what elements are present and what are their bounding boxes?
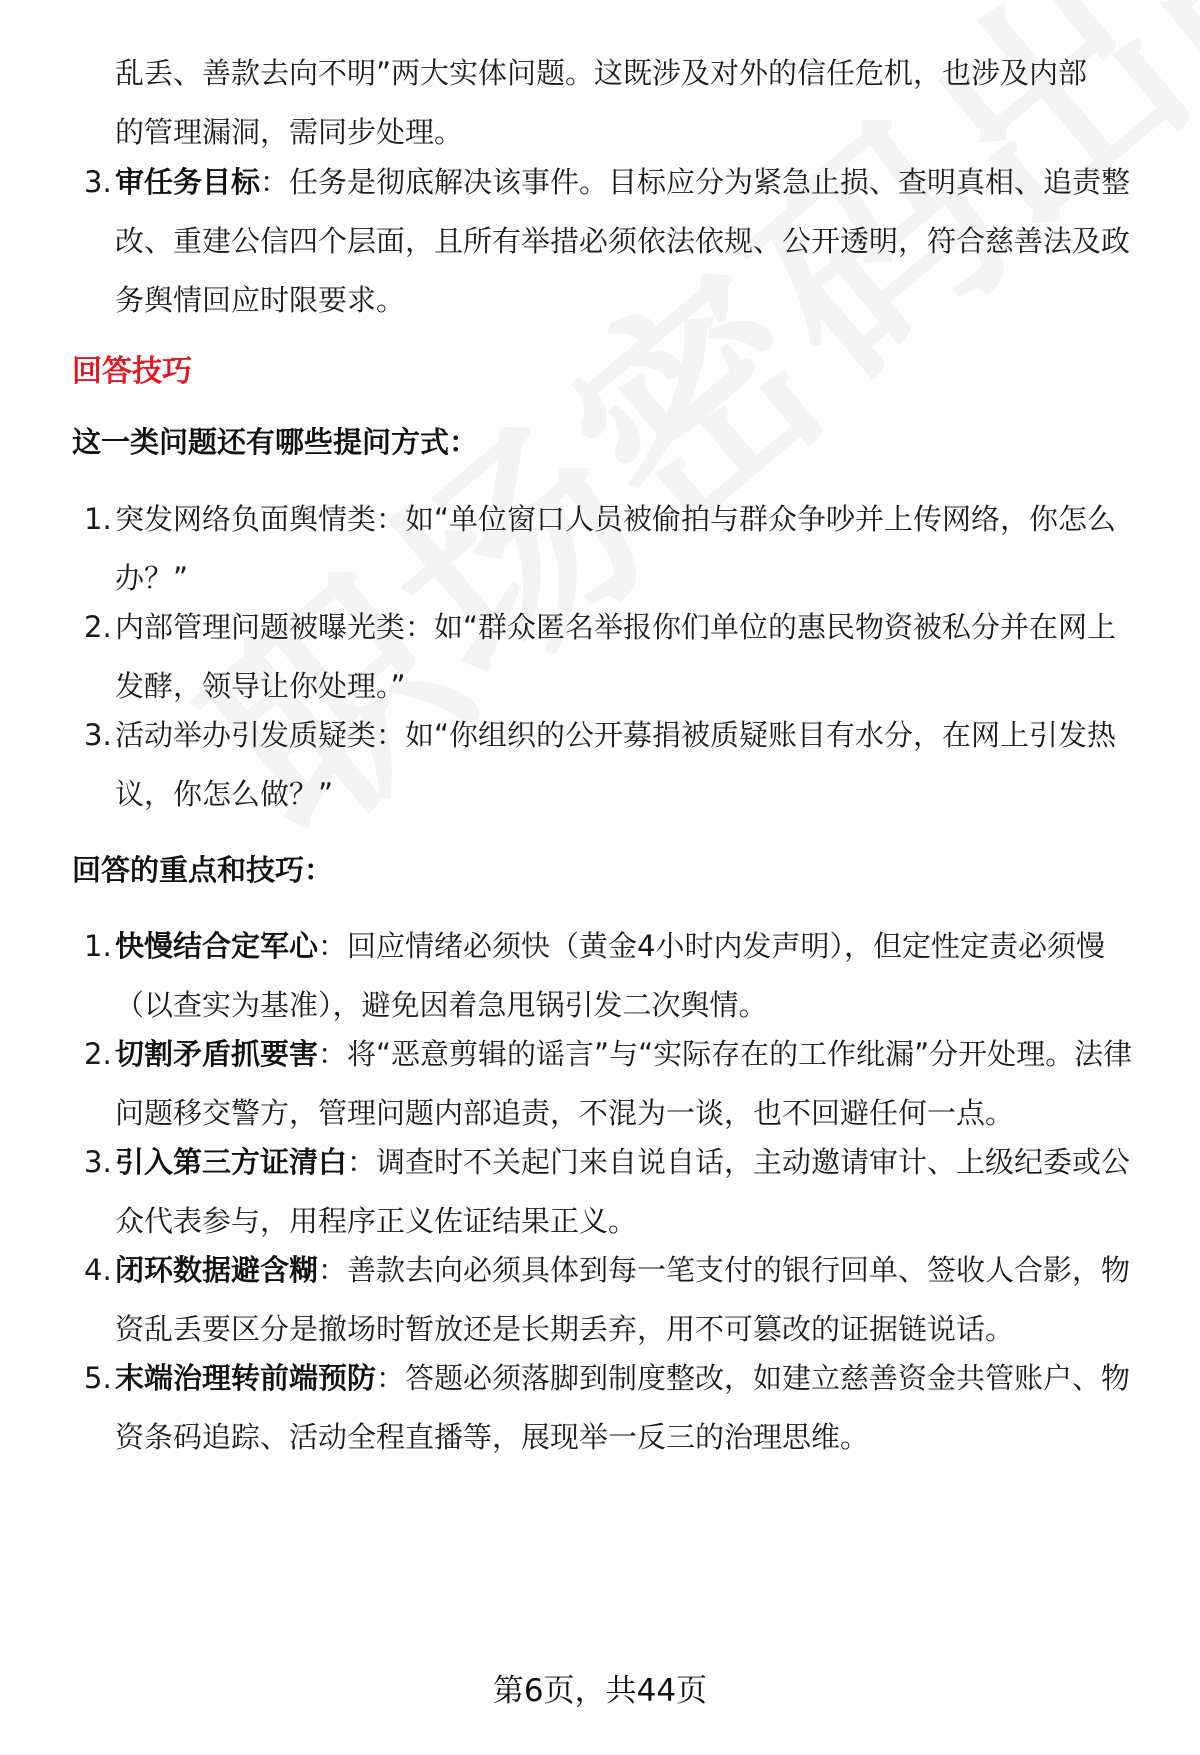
continuation-line-2: 的管理漏洞，需同步处理。 xyxy=(115,115,464,149)
list-item xyxy=(0,490,1200,608)
item-keyword: 快慢结合定军心 xyxy=(115,929,319,963)
key-points-heading: 回答的重点和技巧： xyxy=(72,853,334,887)
list-number: 1. xyxy=(84,929,112,963)
list-number: 2. xyxy=(84,1037,112,1071)
list-item xyxy=(0,917,1200,1035)
item-keyword: 切割矛盾抓要害 xyxy=(115,1037,319,1071)
list-item xyxy=(0,1025,1200,1143)
list-item xyxy=(0,598,1200,716)
list-number: 5. xyxy=(84,1361,112,1395)
item-keyword: 引入第三方证清白 xyxy=(115,1145,348,1179)
item-text: ：善款去向必须具体到每一笔支付的银行回单、签收人合影，物资乱丢要区分是撤场时暂放还是长期丢弃，用不可篡改的证据链说话。 xyxy=(115,1253,1131,1346)
list-number: 4. xyxy=(84,1253,112,1287)
item-keyword: 闭环数据避含糊 xyxy=(115,1253,319,1287)
tips-heading: 回答技巧 xyxy=(72,354,192,389)
list-number: 1. xyxy=(84,502,112,536)
list-item xyxy=(0,1241,1200,1359)
list-number: 2. xyxy=(84,610,112,644)
item-keyword: 末端治理转前端预防 xyxy=(115,1361,377,1395)
item-text: 突发网络负面舆情类：如“单位窗口人员被偷拍与群众争吵并上传网络，你怎么办？” xyxy=(115,502,1117,595)
item-text: ：回应情绪必须快（黄金4小时内发声明），但定性定责必须慢（以查实为基准），避免因着急甩锅引发二次舆情。 xyxy=(115,929,1105,1022)
item-text: ：将“恶意剪辑的谣言”与“实际存在的工作纰漏”分开处理。法律问题移交警方，管理问题内部追责，不混为一谈，也不回避任何一点。 xyxy=(115,1037,1133,1130)
list-number: 3. xyxy=(84,718,112,752)
intro-item-3 xyxy=(0,153,1200,330)
item-text: ：答题必须落脚到制度整改，如建立慈善资金共管账户、物资条码追踪、活动全程直播等，展现举一反三的治理思维。 xyxy=(115,1361,1131,1454)
list-item xyxy=(0,1349,1200,1467)
key-points-list xyxy=(0,917,1200,1467)
question-types-heading: 这一类问题还有哪些提问方式： xyxy=(72,425,479,459)
item-text: 内部管理问题被曝光类：如“群众匿名举报你们单位的惠民物资被私分并在网上发酵，领导让你处理。” xyxy=(115,610,1117,703)
list-item xyxy=(0,1133,1200,1251)
list-item xyxy=(0,706,1200,824)
page-footer: 第6页，共44页 xyxy=(492,1673,708,1709)
item-text: 活动举办引发质疑类：如“你组织的公开募捐被质疑账目有水分，在网上引发热议，你怎么做？” xyxy=(115,718,1117,811)
intro-continuation xyxy=(0,44,1200,162)
list-number: 3. xyxy=(84,165,112,199)
list-number: 3. xyxy=(84,1145,112,1179)
item-text: ：任务是彻底解决该事件。目标应分为紧急止损、查明真相、追责整改、重建公信四个层面，且所有举措必须依法依规、公开透明，符合慈善法及政务舆情回应时限要求。 xyxy=(115,165,1131,317)
item-keyword: 审任务目标 xyxy=(115,165,261,199)
question-types-list xyxy=(0,490,1200,824)
item-text: ：调查时不关起门来自说自话，主动邀请审计、上级纪委或公众代表参与，用程序正义佐证结果正义。 xyxy=(115,1145,1131,1238)
continuation-line-1: 乱丢、善款去向不明”两大实体问题。这既涉及对外的信任危机，也涉及内部 xyxy=(115,56,1088,90)
